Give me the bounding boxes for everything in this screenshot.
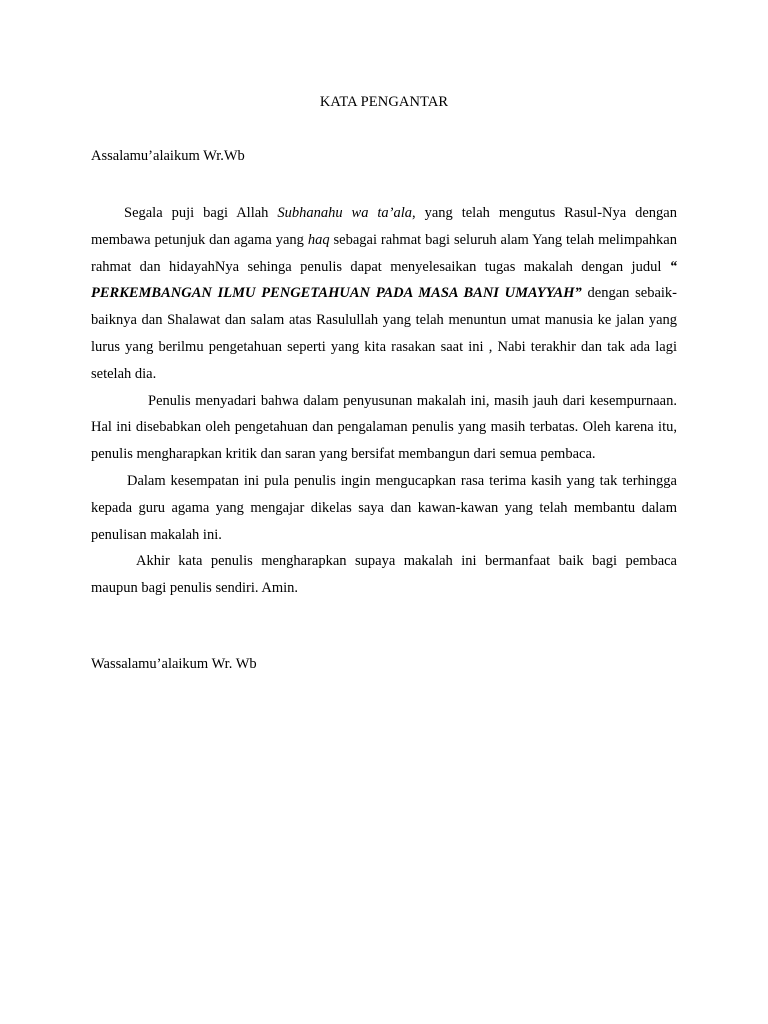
paragraph-text: sebagai rahmat bagi seluruh alam Yang telah melimpahkan rahmat dan hidayahNya sehinga penulis dapat menyelesaikan tugas makalah dengan judul	[91, 231, 677, 275]
paragraph-opening-praise	[91, 200, 677, 388]
opening-greeting: Assalamu’alaikum Wr.Wb	[91, 148, 245, 164]
paragraph-acknowledge-limitations: Penulis menyadari bahwa dalam penyusunan makalah ini, masih jauh dari kesempurnaan. Hal ini disebabkan oleh pengetahuan dan pengalaman penulis yang masih terbatas. Oleh karena itu, penulis mengharapkan kritik dan saran yang bersifat membangun dari semua pembaca.	[91, 392, 677, 463]
italic-term: haq	[307, 231, 330, 248]
italic-term: Subhanahu wa ta’ala	[277, 205, 413, 221]
paragraph-text: dengan sebaik-baiknya dan Shalawat dan salam atas Rasulullah yang telah menuntun umat manusia ke jalan yang lurus yang berilmu pengetahuan seperti yang kita rasakan saat ini , Nabi terakhir dan tak ada lagi setelah dia.	[91, 285, 677, 382]
paragraph-thanks: Dalam kesempatan ini pula penulis ingin mengucapkan rasa terima kasih yang tak terhingga kepada guru agama yang mengajar dikelas saya dan kawan-kawan yang telah membantu dalam penulisan makalah ini.	[91, 472, 677, 543]
closing-greeting: Wassalamu’alaikum Wr. Wb	[91, 656, 257, 672]
paragraph-closing-hope: Akhir kata penulis mengharapkan supaya makalah ini bermanfaat baik bagi pembaca maupun bagi penulis sendiri. Amin.	[91, 553, 677, 597]
paper-title-reference: “ PERKEMBANGAN ILMU PENGETAHUAN PADA MASA BANI UMAYYAH”	[91, 258, 677, 302]
page-title: KATA PENGANTAR	[319, 94, 449, 110]
paragraph-text: , yang telah mengutus Rasul-Nya dengan membawa petunjuk dan agama yang	[91, 205, 677, 248]
document-body	[91, 200, 677, 602]
paragraph-text: Segala puji bagi Allah	[124, 205, 278, 221]
